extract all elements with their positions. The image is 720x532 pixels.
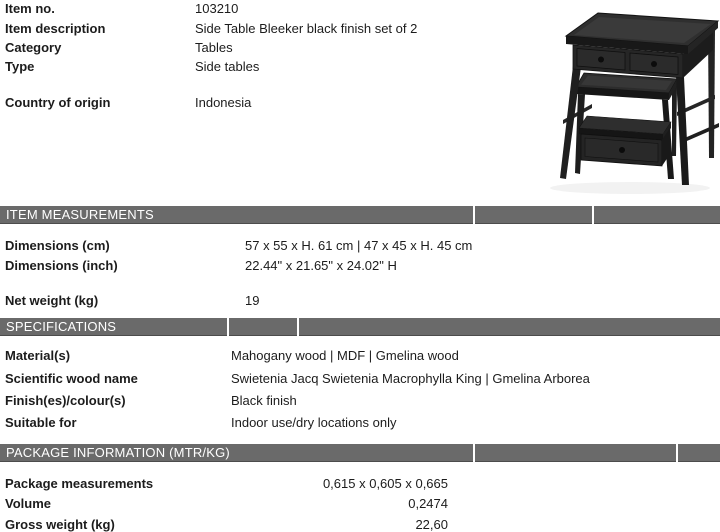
row-suitable-for bbox=[0, 414, 720, 431]
scientific-wood-name-value: Swietenia Jacq Swietenia Macrophylla King | Gmelina Arborea bbox=[231, 371, 590, 386]
row-gross-weight bbox=[0, 516, 720, 532]
suitable-for-label: Suitable for bbox=[5, 415, 77, 430]
row-finish-colour bbox=[0, 392, 720, 409]
section-header-package-information bbox=[0, 444, 720, 462]
row-category bbox=[0, 39, 720, 56]
materials-value: Mahogany wood | MDF | Gmelina wood bbox=[231, 348, 459, 363]
row-dimensions-inch bbox=[0, 257, 720, 274]
row-dimensions-cm bbox=[0, 237, 720, 254]
header-cell-divider bbox=[227, 318, 229, 336]
finish-colour-value: Black finish bbox=[231, 393, 297, 408]
gross-weight-label: Gross weight (kg) bbox=[5, 517, 115, 532]
item-no-value: 103210 bbox=[195, 1, 239, 16]
row-type bbox=[0, 58, 720, 75]
row-item-description bbox=[0, 20, 720, 37]
gross-weight-value: 22,60 bbox=[415, 517, 448, 532]
package-information-title: PACKAGE INFORMATION (MTR/KG) bbox=[6, 445, 230, 460]
suitable-for-value: Indoor use/dry locations only bbox=[231, 415, 397, 430]
scientific-wood-name-label: Scientific wood name bbox=[5, 371, 138, 386]
row-item-no bbox=[0, 0, 720, 17]
type-label: Type bbox=[5, 59, 35, 74]
net-weight-value: 19 bbox=[245, 293, 260, 308]
category-label: Category bbox=[5, 40, 62, 55]
section-header-item-measurements bbox=[0, 206, 720, 224]
dimensions-cm-value: 57 x 55 x H. 61 cm | 47 x 45 x H. 45 cm bbox=[245, 238, 473, 253]
header-cell-divider bbox=[473, 444, 475, 462]
category-value: Tables bbox=[195, 40, 233, 55]
header-cell-divider bbox=[676, 444, 678, 462]
item-description-label: Item description bbox=[5, 21, 106, 36]
header-cell-divider bbox=[592, 206, 594, 224]
row-country-of-origin bbox=[0, 94, 720, 111]
row-package-measurements bbox=[0, 475, 720, 492]
specifications-title: SPECIFICATIONS bbox=[6, 319, 117, 334]
row-net-weight bbox=[0, 292, 720, 309]
section-header-specifications bbox=[0, 318, 720, 336]
package-measurements-label: Package measurements bbox=[5, 476, 154, 491]
dimensions-inch-label: Dimensions (inch) bbox=[5, 258, 118, 273]
type-value: Side tables bbox=[195, 59, 260, 74]
materials-label: Material(s) bbox=[5, 348, 71, 363]
country-of-origin-label: Country of origin bbox=[5, 95, 111, 110]
row-scientific-wood-name bbox=[0, 370, 720, 387]
package-measurements-value: 0,615 x 0,605 x 0,665 bbox=[322, 476, 448, 491]
row-volume bbox=[0, 495, 720, 512]
header-cell-divider bbox=[297, 318, 299, 336]
header-cell-divider bbox=[473, 206, 475, 224]
dimensions-cm-label: Dimensions (cm) bbox=[5, 238, 110, 253]
item-no-label: Item no. bbox=[5, 1, 55, 16]
net-weight-label: Net weight (kg) bbox=[5, 293, 99, 308]
volume-label: Volume bbox=[5, 496, 51, 511]
dimensions-inch-value: 22.44" x 21.65" x 24.02" H bbox=[245, 258, 397, 273]
item-description-value: Side Table Bleeker black finish set of 2 bbox=[195, 21, 418, 36]
row-materials bbox=[0, 347, 720, 364]
item-measurements-title: ITEM MEASUREMENTS bbox=[6, 207, 154, 222]
country-of-origin-value: Indonesia bbox=[195, 95, 252, 110]
volume-value: 0,2474 bbox=[408, 496, 448, 511]
finish-colour-label: Finish(es)/colour(s) bbox=[5, 393, 126, 408]
